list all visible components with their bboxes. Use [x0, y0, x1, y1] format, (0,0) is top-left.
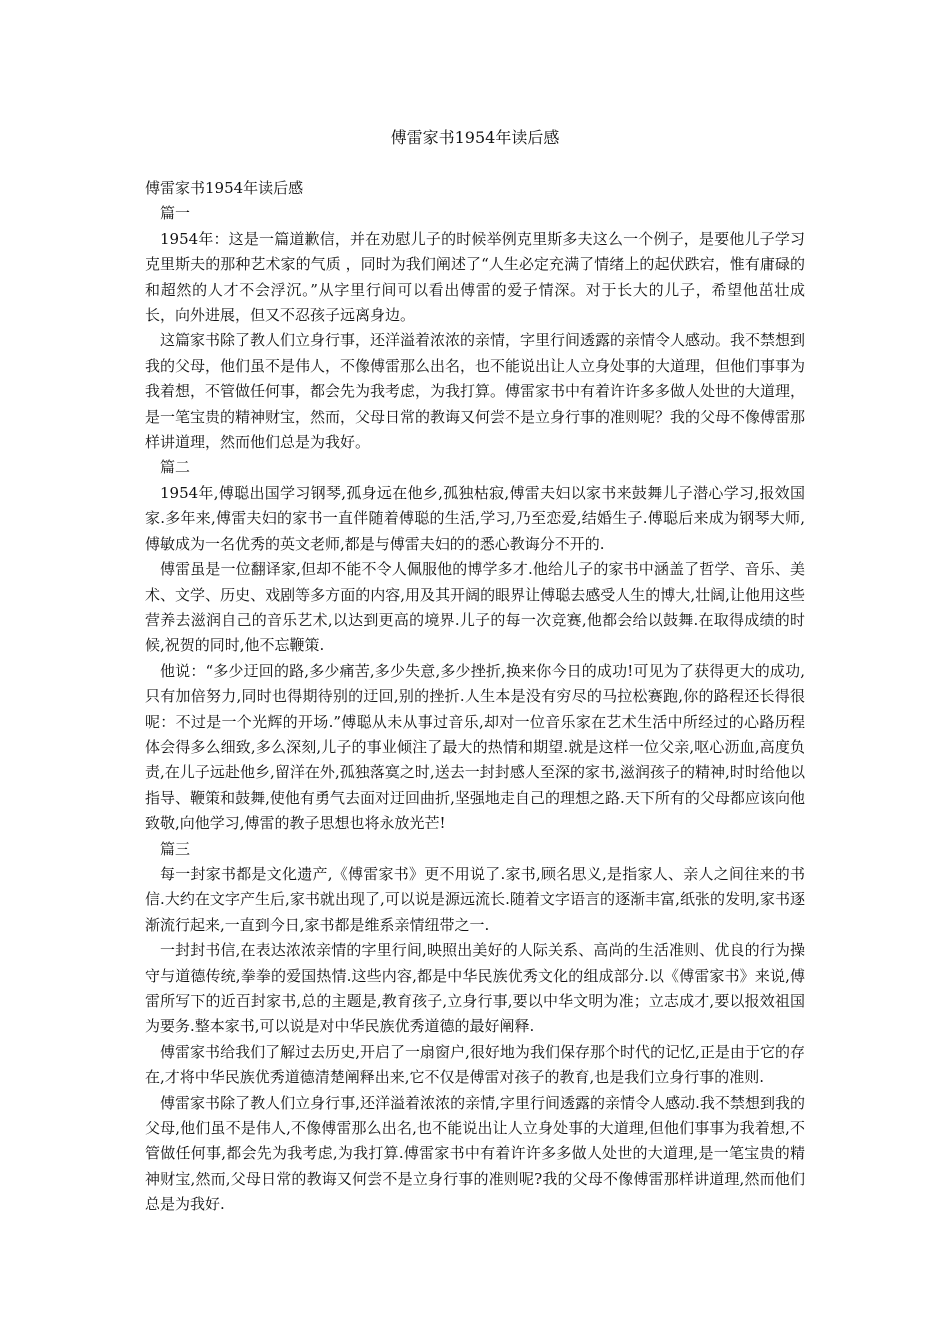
paragraph: 每一封家书都是文化遗产,《傅雷家书》更不用说了.家书,顾名思义,是指家人、亲人之间往来的书信.大约在文字产生后,家书就出现了,可以说是源远流长.随着文字语言的逐渐丰富,纸张的发明,家书逐渐流行起来,一直到今日,家书都是维系亲情纽带之一. — [145, 864, 805, 934]
paragraph: 这篇家书除了教人们立身行事，还洋溢着浓浓的亲情，字里行间透露的亲情令人感动。我不禁想到我的父母，他们虽不是伟人，不像傅雷那么出名，也不能说出让人立身处事的大道理，但他们事事为我着想，不管做任何事，都会先为我考虑，为我打算。傅雷家书中有着许许多多做人处世的大道理，是一笔宝贵的精神财宝，然而，父母日常的教诲又何尝不是立身行事的准则呢？我的父母不像傅雷那样讲道理，然而他们总是为我好。 — [145, 331, 806, 452]
paragraph: 1954年,傅聪出国学习钢琴,孤身远在他乡,孤独枯寂,傅雷夫妇以家书来鼓舞儿子潜心学习,报效国家.多年来,傅雷夫妇的家书一直伴随着傅聪的生活,学习,乃至恋爱,结婚生子.傅聪后来成为钢琴大师,傅敏成为一名优秀的英文老师,都是与傅雷夫妇的的悉心教诲分不开的. — [145, 483, 805, 553]
body-subtitle: 傅雷家书1954年读后感 — [145, 179, 304, 197]
document-title: 傅雷家书1954年读后感 — [390, 128, 560, 147]
paragraph: 一封封书信,在表达浓浓亲情的字里行间,映照出美好的人际关系、高尚的生活准则、优良的行为操守与道德传统,拳拳的爱国热情.这些内容,都是中华民族优秀文化的组成部分.以《傅雷家书》来说,傅雷所写下的近百封家书,总的主题是,教育孩子,立身行事,要以中华文明为准；立志成才,要以报效祖国为要务.整本家书,可以说是对中华民族优秀道德的最好阐释. — [145, 941, 805, 1036]
paragraph: 1954年：这是一篇道歉信，并在劝慰儿子的时候举例克里斯多夫这么一个例子，是要他儿子学习克里斯夫的那种艺术家的气质 ，同时为我们阐述了“人生必定充满了情绪上的起伏跌宕，惟有庸碌的和超然的人才不会浮沉。”从字里行间可以看出傅雷的爱子情深。对于长大的儿子，希望他茁壮成长，向外进展，但又不忍孩子远离身边。 — [145, 229, 805, 325]
section-heading: 篇三 — [160, 839, 191, 858]
paragraph: 他说：“多少迂回的路,多少痛苦,多少失意,多少挫折,换来你今日的成功!可见为了获得更大的成功,只有加倍努力,同时也得期待别的迂回,别的挫折.人生本是没有穷尽的马拉松赛跑,你的路程还长得很呢：不过是一个光辉的开场.”傅聪从未从事过音乐,却对一位音乐家在艺术生活中所经过的心路历程体会得多么细致,多么深刻,儿子的事业倾注了最大的热情和期望.就是这样一位父亲,呕心沥血,高度负责,在儿子远赴他乡,留洋在外,孤独落寞之时,送去一封封感人至深的家书,滋润孩子的精神,时时给他以指导、鞭策和鼓舞,使他有勇气去面对迂回曲折,坚强地走自己的理想之路.天下所有的父母都应该向他致敬,向他学习,傅雷的教子思想也将永放光芒! — [145, 661, 805, 833]
paragraph: 傅雷家书给我们了解过去历史,开启了一扇窗户,很好地为我们保存那个时代的记忆,正是由于它的存在,才将中华民族优秀道德清楚阐释出来,它不仅是傅雷对孩子的教育,也是我们立身行事的准则. — [145, 1042, 805, 1087]
paragraph: 傅雷家书除了教人们立身行事,还洋溢着浓浓的亲情,字里行间透露的亲情令人感动.我不禁想到我的父母,他们虽不是伟人,不像傅雷那么出名,也不能说出让人立身处事的大道理,但他们事事为我着想,不管做任何事,都会先为我考虑,为我打算.傅雷家书中有着许许多多做人处世的大道理,是一笔宝贵的精神财宝,然而,父母日常的教诲又何尝不是立身行事的准则呢?我的父母不像傅雷那样讲道理,然而他们总是为我好. — [145, 1093, 805, 1214]
section-heading: 篇一 — [160, 204, 191, 223]
document-body — [145, 176, 805, 1218]
section-heading: 篇二 — [160, 458, 191, 477]
paragraph: 傅雷虽是一位翻译家,但却不能不令人佩服他的博学多才.他给儿子的家书中涵盖了哲学、音乐、美术、文学、历史、戏剧等多方面的内容,用及其开阔的眼界让傅聪去感受人生的博大,壮阔,让他用这些营养去滋润自己的音乐艺术,以达到更高的境界.儿子的每一次竞赛,他都会给以鼓舞.在取得成绩的时候,祝贺的同时,他不忘鞭策. — [145, 560, 805, 655]
